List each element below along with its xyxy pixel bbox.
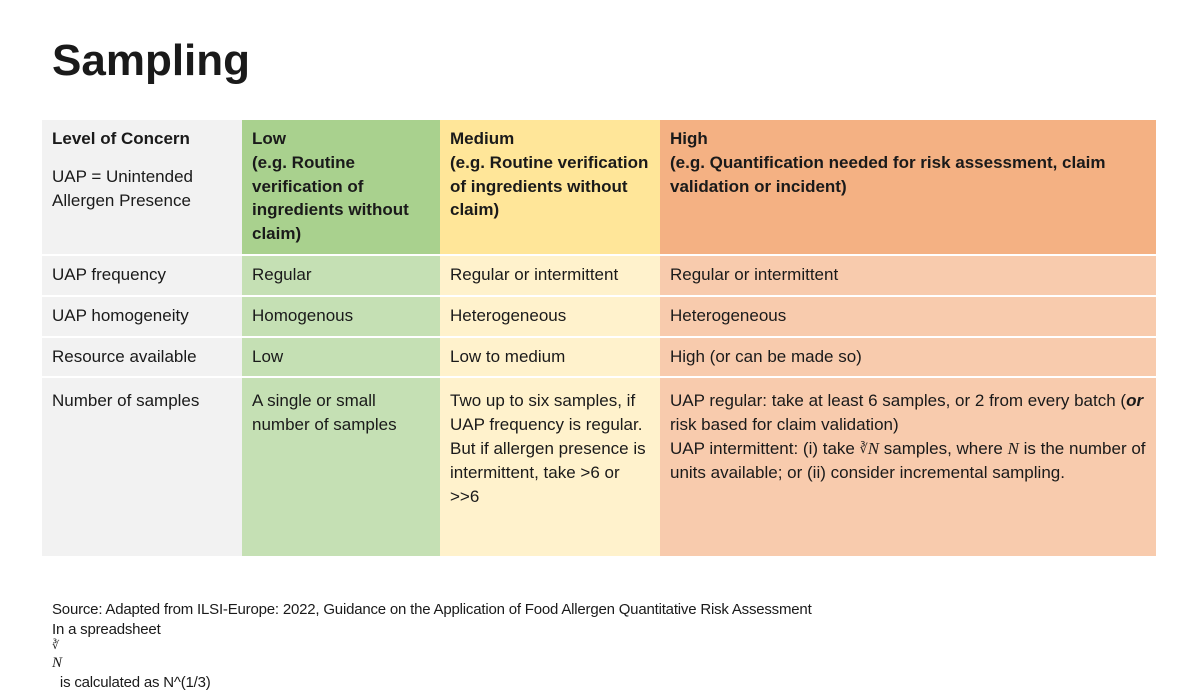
row-label: Number of samples <box>42 378 242 558</box>
row-label: UAP frequency <box>42 256 242 297</box>
header-level-of-concern <box>42 120 242 256</box>
source-note <box>52 600 812 693</box>
math-variable: N <box>867 438 880 458</box>
header-medium-text: Medium (e.g. Routine verification of ingredients without claim) <box>450 129 649 220</box>
cell-medium-regular-text: Two up to six samples, if UAP frequency is regular. <box>450 391 643 435</box>
emphasis-or: or <box>1126 391 1144 411</box>
spreadsheet-note <box>52 620 812 693</box>
text-part: samples, where <box>879 438 1008 458</box>
cube-root-symbol: ∛ <box>52 639 59 652</box>
sampling-table <box>42 120 1156 558</box>
page-title: Sampling <box>52 36 251 85</box>
header-low-text: Low (e.g. Routine verification of ingredients without claim) <box>252 129 409 244</box>
table-header-row <box>42 120 1156 256</box>
row-label: UAP homogeneity <box>42 297 242 338</box>
text-part: UAP intermittent: (i) take <box>670 438 860 458</box>
text-part: In a spreadsheet <box>52 620 161 638</box>
source-citation: Source: Adapted from ILSI-Europe: 2022, Guidance on the Application of Food Allergen Quantitative Risk Assessment <box>52 601 812 618</box>
text-part: is the number of units available; or (ii) consider incremental sampling. <box>670 438 1146 482</box>
row-label: Resource available <box>42 338 242 379</box>
cell-low: A single or small number of samples <box>242 378 440 558</box>
cell-medium-intermittent-text: But if allergen presence is intermittent, take >6 or >>6 <box>450 438 646 506</box>
header-medium <box>440 120 660 256</box>
cell-high-intermittent-text <box>670 437 1146 485</box>
cell-medium: Heterogeneous <box>440 297 660 338</box>
cube-root-symbol: ∛ <box>859 441 868 457</box>
text-part: UAP regular: take at least 6 samples, or 2 from every batch ( <box>670 391 1127 411</box>
cell-high-regular-text <box>670 389 1146 437</box>
cell-medium: Low to medium <box>440 338 660 379</box>
cell-high: Heterogeneous <box>660 297 1156 338</box>
cell-high: High (or can be made so) <box>660 338 1156 379</box>
cube-root-n <box>52 639 812 673</box>
math-variable: N <box>1007 438 1019 458</box>
table-row <box>42 256 1156 297</box>
header-low <box>242 120 440 256</box>
cell-high: Regular or intermittent <box>660 256 1156 297</box>
cell-low: Homogenous <box>242 297 440 338</box>
cell-high <box>660 378 1156 558</box>
text-part: is calculated as N^(1/3) <box>52 674 211 692</box>
math-variable: N <box>52 654 62 671</box>
header-high <box>660 120 1156 256</box>
table-row <box>42 297 1156 338</box>
header-uap-definition: UAP = Unintended Allergen Presence <box>52 166 193 210</box>
text-part: risk based for claim validation) <box>670 415 899 435</box>
table-row <box>42 338 1156 379</box>
header-high-text: High (e.g. Quantification needed for risk assessment, claim validation or incident) <box>670 129 1106 196</box>
table-row <box>42 378 1156 558</box>
cell-medium <box>440 378 660 558</box>
cube-root-n <box>860 439 879 458</box>
cell-medium: Regular or intermittent <box>440 256 660 297</box>
header-level-title: Level of Concern <box>52 129 190 148</box>
cell-low: Low <box>242 338 440 379</box>
cell-low: Regular <box>242 256 440 297</box>
